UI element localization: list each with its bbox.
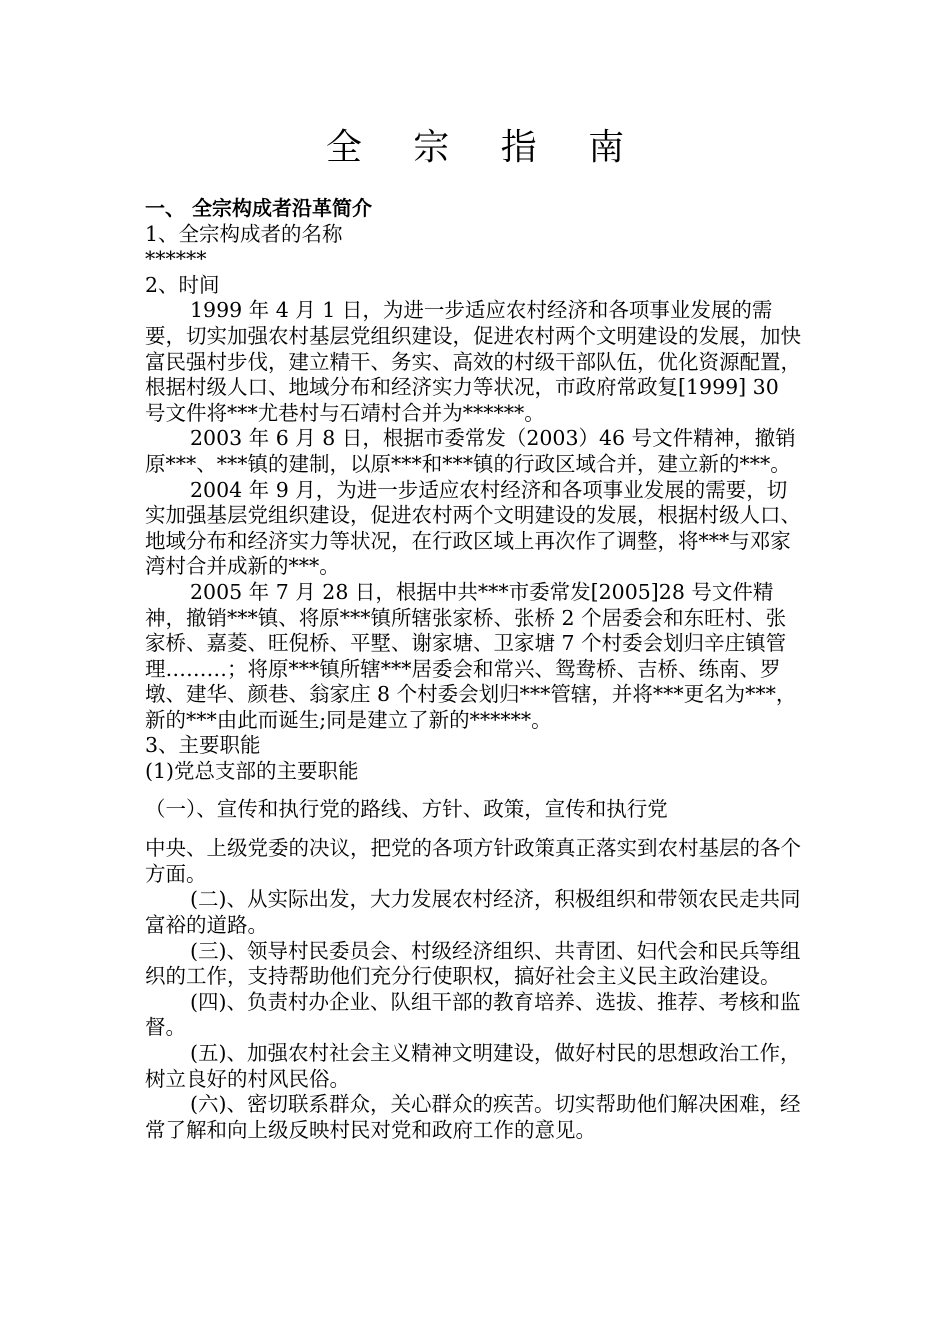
subheading-functions: 3、主要职能 [145,733,261,758]
paragraph-1999: 1999 年 4 月 1 日，为进一步适应农村经济和各项事业发展的需要，切实加强农村基层党组织建设，促进农村两个文明建设的发展，加快富民强村步伐，建立精干、务实、高效的村级干部队伍，优化资源配置，根据村级人口、地域分布和经济实力等状况，市政府常政复[1999] 30 号文件将***尤巷村与石靖村合并为******。 [145,298,801,425]
document-title: 全 宗 指 南 [325,127,645,168]
paragraph-2004: 2004 年 9 月，为进一步适应农村经济和各项事业发展的需要，切实加强基层党组织建设，促进农村两个文明建设的发展，根据村级人口、地域分布和经济实力等状况，在行政区域上再次作了调整，将***与邓家湾村合并成新的***。 [145,477,801,579]
subheading-party-branch-functions: (1)党总支部的主要职能 [145,759,359,784]
subheading-name: 1、全宗构成者的名称 [145,221,343,246]
duty-1-first-line: （一）、宣传和执行党的路线、方针、政策，宣传和执行党 [145,796,668,821]
subheading-time: 2、时间 [145,272,220,297]
name-value: ****** [145,247,207,272]
paragraph-2005: 2005 年 7 月 28 日，根据中共***市委常发[2005]28 号文件精神，撤销***镇、将原***镇所辖张家桥、张桥 2 个居委会和东旺村、张家桥、嘉菱、旺倪桥、平墅、谢家塘、卫家塘 7 个村委会划归辛庄镇管理………；将原***镇所辖***居委会和常兴、鸳鸯桥、吉桥、练南、罗墩、建华、颜巷、翁家庄 8 个村委会划归***管辖，并将***更名为***，新的***由此而诞生;同是建立了新的******。 [145,579,797,732]
document-body [145,196,805,1143]
paragraph-2003: 2003 年 6 月 8 日，根据市委常发（2003）46 号文件精神，撤销原***、***镇的建制，以原***和***镇的行政区域合并，建立新的***。 [145,426,796,476]
duty-1-continuation: 中央、上级党委的决议，把党的各项方针政策真正落实到农村基层的各个方面。 [145,836,801,886]
duty-3: (三)、领导村民委员会、村级经济组织、共青团、妇代会和民兵等组织的工作，支持帮助他们充分行使职权，搞好社会主义民主政治建设。 [145,938,801,989]
section-heading-history: 一、 全宗构成者沿革简介 [145,196,372,220]
duty-5: (五)、加强农村社会主义精神文明建设，做好村民的思想政治工作，树立良好的村风民俗。 [145,1041,801,1091]
duty-2: (二)、从实际出发，大力发展农村经济，积极组织和带领农民走共同富裕的道路。 [145,887,801,938]
duty-4: (四)、负责村办企业、队组干部的教育培养、选拔、推荐、考核和监督。 [145,989,801,1040]
duty-6: (六)、密切联系群众，关心群众的疾苦。切实帮助他们解决困难，经常了解和向上级反映村民对党和政府工作的意见。 [145,1092,801,1142]
